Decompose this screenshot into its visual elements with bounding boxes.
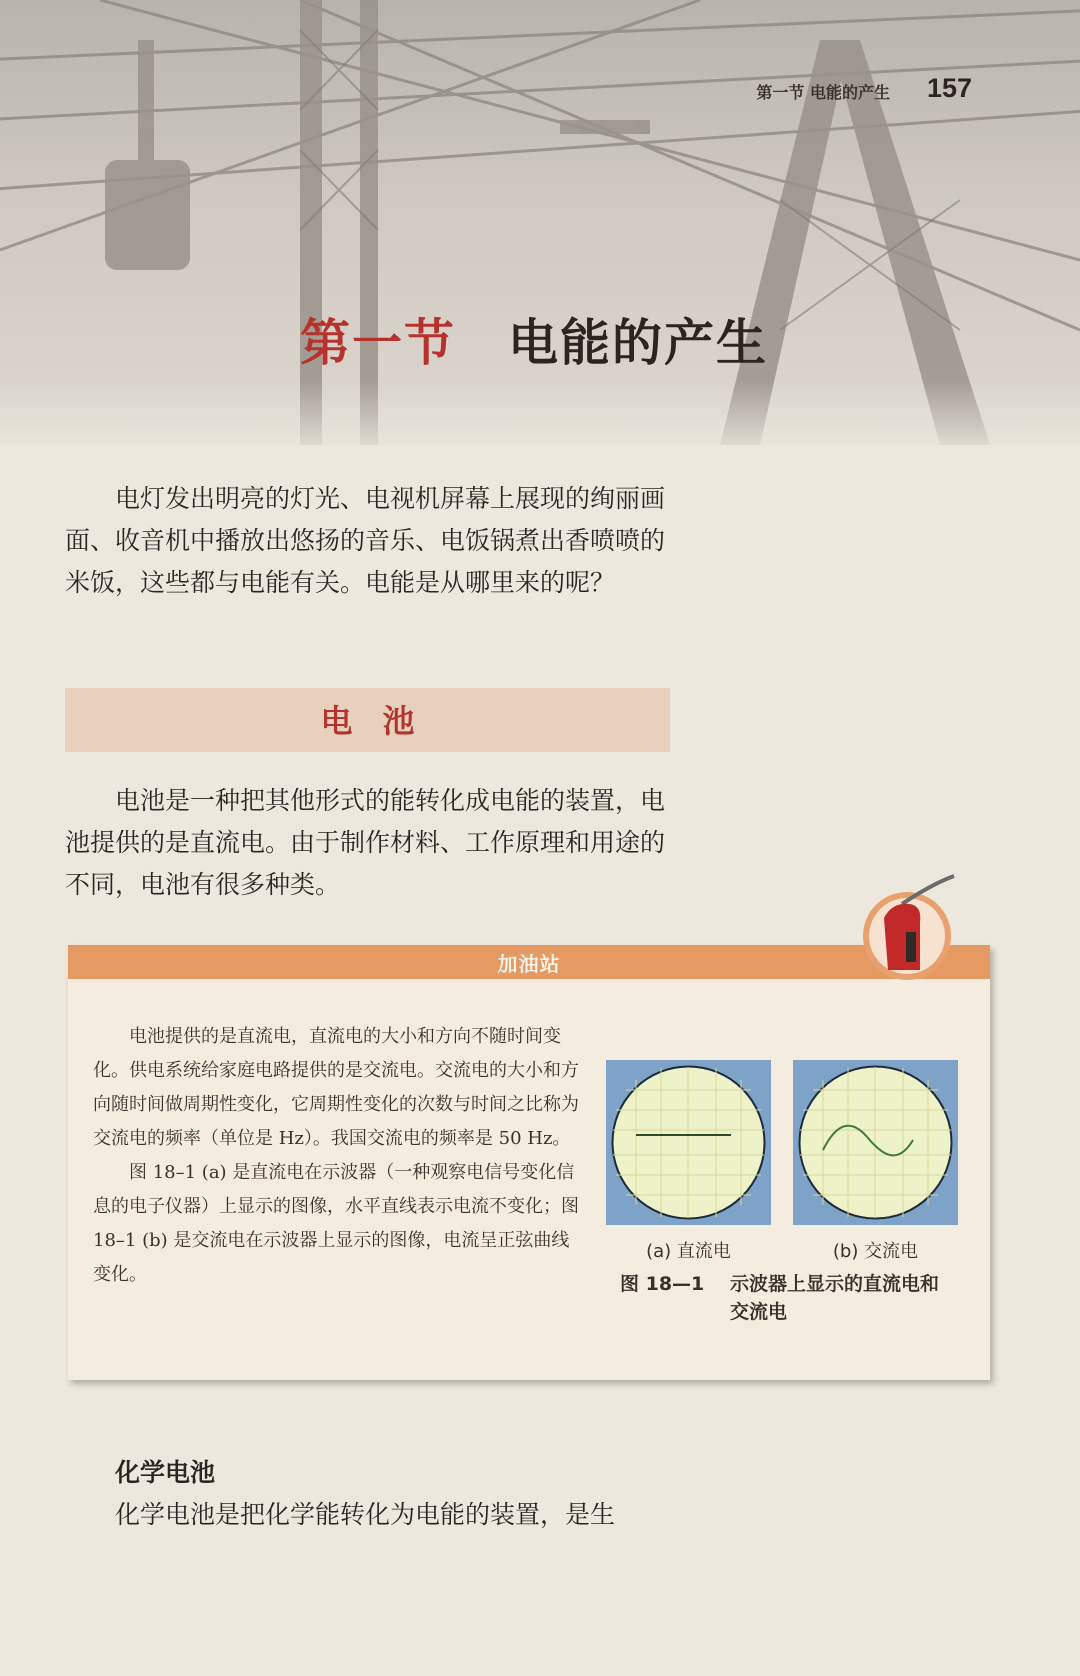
section-name: 电能的产生 (508, 314, 768, 372)
figure-label-b: (b) 交流电 (832, 1241, 919, 1262)
battery-paragraph: 电池是一种把其他形式的能转化成电能的装置，电池提供的是直流电。由于制作材料、工作原理和用途的不同，电池有很多种类。 (65, 786, 666, 899)
info-box-text (93, 1020, 583, 1292)
header-photo-power-lines (0, 0, 1080, 445)
info-box-paragraph: 图 18–1 (a) 是直流电在示波器（一种观察电信号变化信息的电子仪器）上显示的图像，水平直线表示电流不变化；图 18–1 (b) 是交流电在示波器上显示的图像，电流呈正弦曲线变化。 (93, 1162, 579, 1285)
intro-paragraph: 电灯发出明亮的灯光、电视机屏幕上展现的绚丽画面、收音机中播放出悠扬的音乐、电饭锅煮出香喷喷的米饭，这些都与电能有关。电能是从哪里来的呢？ (65, 484, 666, 597)
info-box-paragraph: 电池提供的是直流电，直流电的大小和方向不随时间变化。供电系统给家庭电路提供的是交流电。交流电的大小和方向随时间做周期性变化，它周期性变化的次数与时间之比称为交流电的频率（单位是 Hz）。我国交流电的频率是 50 Hz。 (93, 1026, 579, 1149)
chemical-battery-heading: 化学电池 (115, 1458, 216, 1487)
figure-caption-text: 示波器上显示的直流电和交流电 (730, 1273, 940, 1323)
fuel-pump-icon (862, 874, 957, 984)
page-number: 157 (926, 73, 972, 103)
info-box-header (68, 945, 990, 979)
section-title (300, 303, 768, 375)
subheading-band (65, 688, 670, 752)
figure-number: 图 18—1 (620, 1273, 705, 1295)
chemical-battery-text: 化学电池是把化学能转化为电能的装置，是生 (115, 1500, 616, 1529)
running-head: 第一节 电能的产生 (756, 83, 890, 102)
figure-caption (620, 1270, 970, 1326)
section-number: 第一节 (300, 314, 456, 372)
oscilloscope-dc (606, 1060, 771, 1225)
oscilloscope-ac (793, 1060, 958, 1225)
info-box-title: 加油站 (497, 952, 561, 976)
power-tower-illustration (0, 0, 1080, 445)
figure-label-a: (a) 直流电 (646, 1241, 731, 1262)
battery-heading: 电池 (320, 702, 445, 740)
